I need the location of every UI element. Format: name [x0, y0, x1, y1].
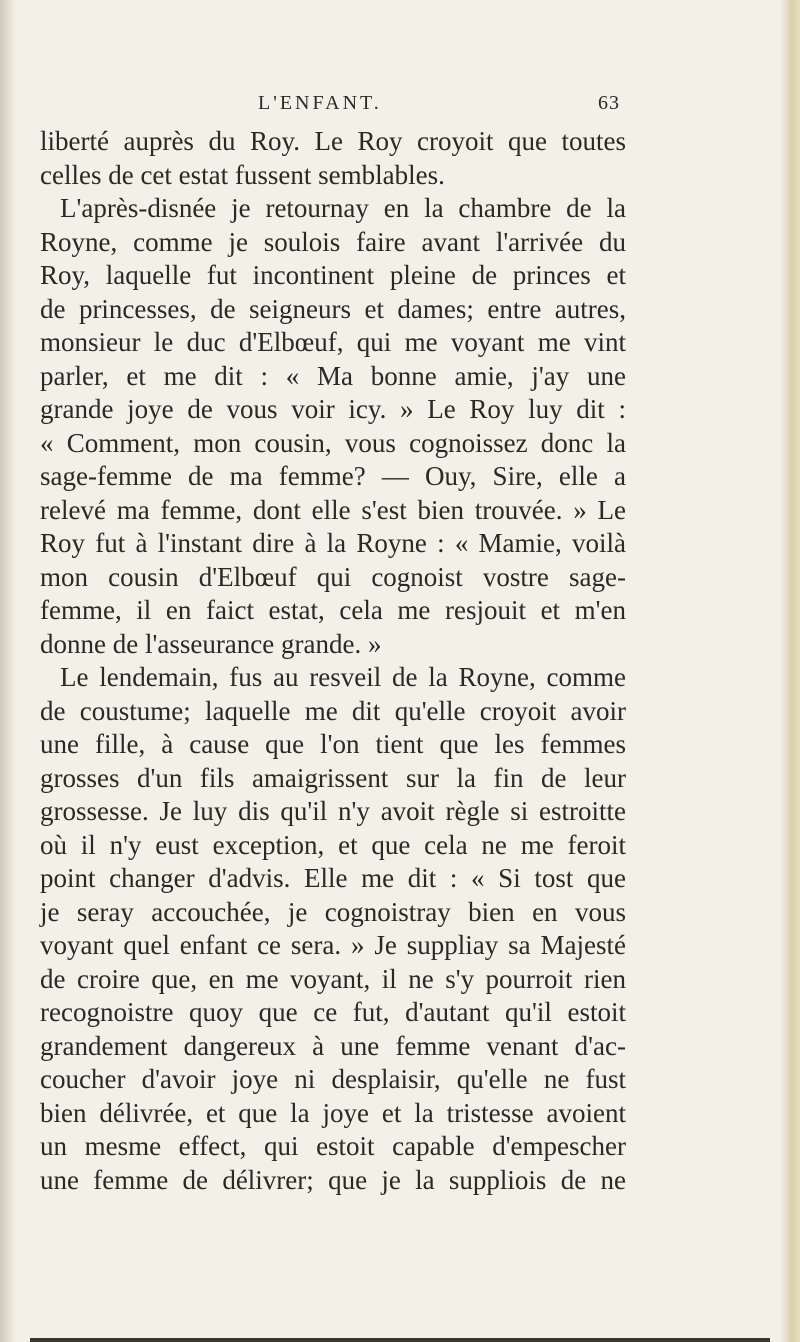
text-line: parler, et me dit : « Ma bonne amie, j'ay une — [40, 360, 626, 391]
text-line: grossesse. Je luy dis qu'il n'y avoit règle si estroitte — [40, 796, 626, 826]
text-line: où il n'y eust exception, et que cela ne me feroit — [40, 829, 626, 860]
text-line: de princesses, de seigneurs et dames; entre autres, — [40, 293, 626, 324]
text-line: L'après-disnée je retournay en la chambre de la — [60, 193, 626, 223]
text-line: de croire que, en me voyant, il ne s'y pourroit rien — [40, 963, 626, 994]
text-line: relevé ma femme, dont elle s'est bien trouvée. » Le — [40, 494, 626, 525]
bottom-edge-rule — [30, 1338, 770, 1342]
text-line: de coustume; laquelle me dit qu'elle croyoit avoir — [40, 695, 626, 726]
text-line: recognoistre quoy que ce fut, d'autant qu'il estoit — [40, 997, 626, 1027]
text-line: grandement dangereux à une femme venant d'ac- — [40, 1030, 626, 1061]
text-line: liberté auprès du Roy. Le Roy croyoit que toutes — [40, 126, 626, 156]
text-line: grande joye de vous voir icy. » Le Roy luy dit : — [40, 394, 626, 424]
text-line: Royne, comme je soulois faire avant l'arrivée du — [40, 226, 626, 257]
page-number: 63 — [598, 92, 620, 114]
text-line: femme, il en faict estat, cela me resjouit et m'en — [40, 595, 626, 625]
text-line: « Comment, mon cousin, vous cognoissez donc la — [40, 427, 626, 458]
text-line: monsieur le duc d'Elbœuf, qui me voyant me vint — [40, 327, 626, 357]
text-line: voyant quel enfant ce sera. » Je suppliay sa Majesté — [40, 930, 626, 960]
text-line: celles de cet estat fussent semblables. — [40, 159, 445, 190]
text-line: une fille, à cause que l'on tient que les femmes — [40, 729, 626, 759]
text-line: Le lendemain, fus au resveil de la Royne, comme — [60, 662, 626, 692]
page-edge — [780, 0, 800, 1342]
text-line: mon cousin d'Elbœuf qui cognoist vostre sage- — [40, 561, 626, 592]
text-line: point changer d'advis. Elle me dit : « Si tost que — [40, 863, 626, 893]
text-line: sage-femme de ma femme? — Ouy, Sire, elle a — [40, 461, 626, 491]
body-text — [40, 125, 626, 1197]
text-line: je seray accouchée, je cognoistray bien en vous — [40, 896, 626, 927]
text-line: Roy, laquelle fut incontinent pleine de princes et — [40, 260, 626, 290]
running-title: L'ENFANT. — [258, 92, 382, 114]
text-line: un mesme effect, qui estoit capable d'empescher — [40, 1131, 626, 1161]
text-line: Roy fut à l'instant dire à la Royne : « Mamie, voilà — [40, 528, 626, 558]
text-line: bien délivrée, et que la joye et la tristesse avoient — [40, 1097, 626, 1128]
running-header — [258, 92, 620, 120]
text-line: donne de l'asseurance grande. » — [40, 628, 382, 659]
text-line: grosses d'un fils amaigrissent sur la fin de leur — [40, 762, 626, 793]
text-line: coucher d'avoir joye ni desplaisir, qu'elle ne fust — [40, 1064, 626, 1094]
text-line: une femme de délivrer; que je la suppliois de ne — [40, 1164, 626, 1195]
book-spine-shadow — [0, 0, 16, 1342]
